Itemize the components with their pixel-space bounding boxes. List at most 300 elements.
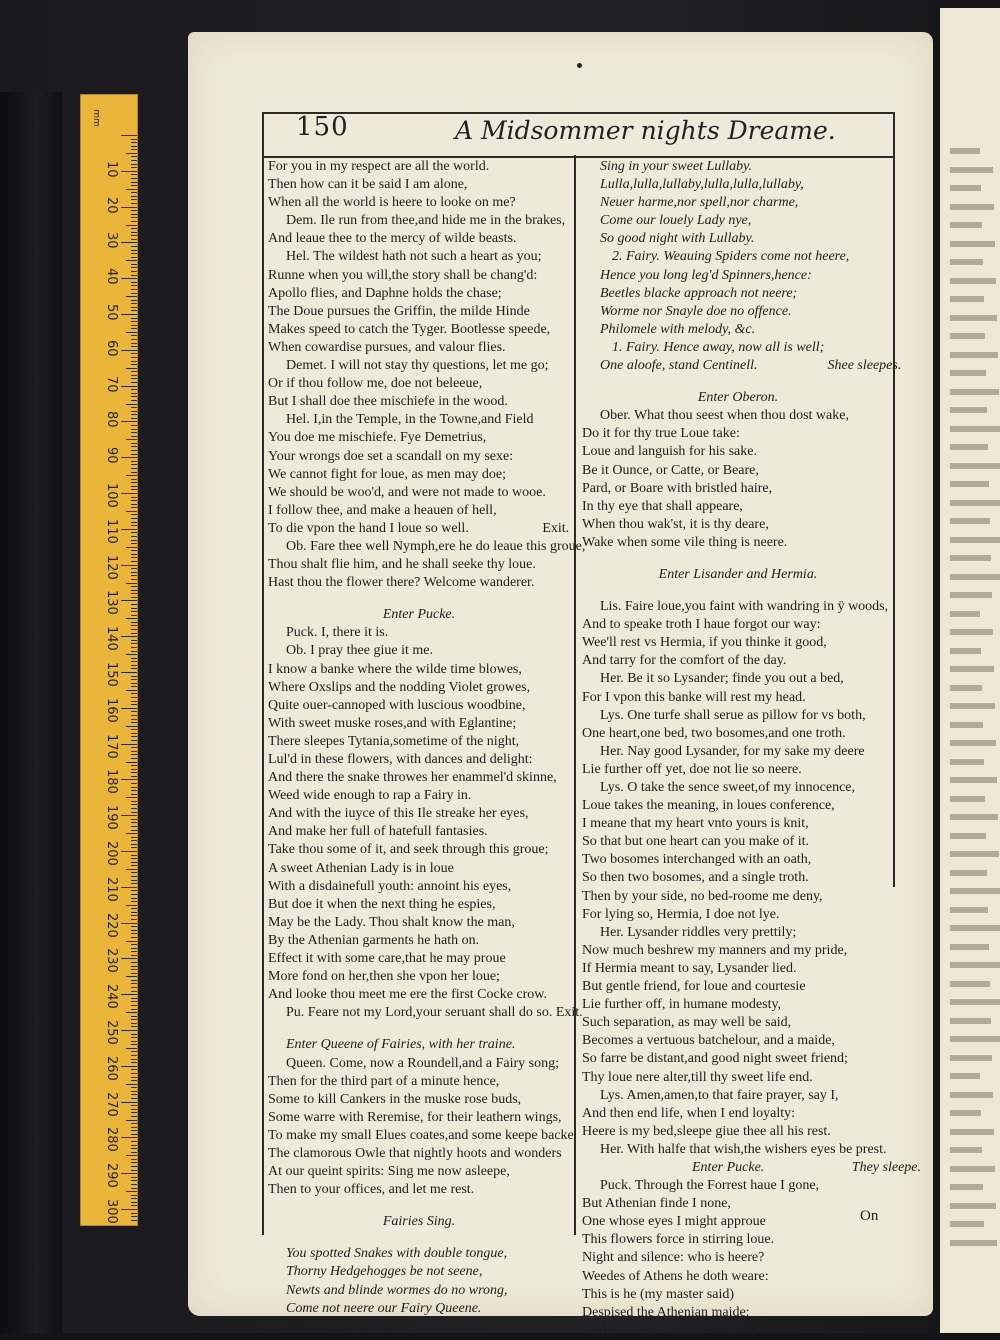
ruler-tick [131,830,137,831]
ruler-tick [121,958,137,959]
verse-line: To die vpon the hand I loue so well. Exit. [268,520,570,536]
page-number: 150 [296,112,349,142]
ruler-tick [131,389,137,390]
ruler-tick [131,1005,137,1006]
ruler-tick [131,239,137,240]
verse-line: With sweet muske roses,and with Eglantine; [268,715,517,731]
ruler-tick [121,207,137,208]
ruler-tick [131,919,137,920]
ruler-tick [131,955,137,956]
ruler-tick [121,529,137,530]
ruler-tick [131,665,137,666]
ruler-tick [131,167,137,168]
ruler-number: 270 [104,1091,119,1117]
adjacent-page-text-line [950,148,980,154]
ruler-tick [131,253,137,254]
adjacent-page-text-line [950,574,1000,580]
ruler-tick [131,300,137,301]
ruler-tick [131,1145,137,1146]
verse-line: Puck. Through the Forrest haue I gone, [600,1178,820,1194]
ruler-tick [131,142,137,143]
ruler-tick [126,1048,137,1049]
ruler-tick [131,378,137,379]
adjacent-page-text-line [950,1018,991,1024]
ruler-tick [131,987,137,988]
ruler-tick [131,514,137,515]
ruler-tick [121,135,137,136]
ruler-tick [126,1120,137,1121]
ruler-tick [131,597,137,598]
ruler-tick [131,1220,137,1221]
ruler-tick [131,643,137,644]
ruler-tick [126,726,137,727]
ruler-tick [131,679,137,680]
adjacent-page-text-line [950,1092,993,1098]
ruler-number: 120 [104,554,119,580]
verse-line: Her. With halfe that wish,the wishers eyes be prest. [600,1141,887,1157]
ruler-tick [131,758,137,759]
ruler-number: 220 [104,912,119,938]
verse-line: Do it for thy true Loue take: [582,426,740,442]
ruler-tick [131,486,137,487]
ruler-tick [131,522,137,523]
ruler-tick [131,837,137,838]
ruler-tick [131,647,137,648]
ruler-tick [121,421,137,422]
ruler-tick [131,847,137,848]
verse-line: Ob. Fare thee well Nymph,ere he do leaue this groue, [286,538,586,554]
ruler-number: 260 [104,1055,119,1081]
ruler-tick [131,221,137,222]
ruler-tick [131,729,137,730]
verse-line: And leaue thee to the mercy of wilde beasts. [268,231,517,247]
ruler-tick [131,328,137,329]
verse-line: Where Oxslips and the nodding Violet growes, [268,679,531,695]
ruler-tick [131,1098,137,1099]
verse-line: At our queint spirits: Sing me now asleepe, [268,1164,510,1180]
ruler-tick [131,1195,137,1196]
ruler-tick [131,235,137,236]
ruler-tick [131,550,137,551]
page-title: A Midsommer nights Dreame. [455,116,836,145]
ruler-tick [121,1173,137,1174]
ruler-tick [121,1102,137,1103]
ruler-tick [131,1055,137,1056]
adjacent-page-text-line [950,685,982,691]
ruler-number: 110 [104,518,119,544]
verse-line [582,584,894,598]
ruler-tick [131,661,137,662]
ruler-tick [131,901,137,902]
ruler-number: 140 [104,626,119,652]
verse-line: Come our louely Lady nye, [600,213,752,229]
verse-line: Demet. I will not stay thy questions, let me go; [286,358,549,374]
verse-line: And there the snake throwes her enammel'd skinne, [268,770,557,786]
ruler-tick [126,583,137,584]
ruler-tick [131,1077,137,1078]
verse-line [268,1199,570,1213]
ruler-tick [126,189,137,190]
adjacent-page-text-line [950,592,992,598]
ruler-tick [131,969,137,970]
ruler-tick [131,289,137,290]
ruler-tick [131,450,137,451]
verse-line: Lie further off, in humane modesty, [582,997,782,1013]
verse-line: This flowers force in stirring loue. [582,1232,775,1248]
ruler-tick [131,257,137,258]
verse-line: If Hermia meant to say, Lysander lied. [582,960,797,976]
adjacent-page-text-line [950,611,980,617]
ruler-tick [131,1073,137,1074]
ruler-tick [131,1109,137,1110]
adjacent-page-text-line [950,666,994,672]
adjacent-page-text-line [950,1129,994,1135]
verse-line [268,1231,570,1245]
ruler-tick [131,382,137,383]
verse-line: We cannot fight for loue, as men may doe; [268,466,506,482]
ruler-tick [131,303,137,304]
verse-line: 1. Fairy. Hence away, now all is well; [612,339,825,355]
ruler-tick [131,1062,137,1063]
ruler-tick [131,400,137,401]
verse-line: Be it Ounce, or Catte, or Beare, [582,462,759,478]
verse-line: And heere the maiden sleeping sound, [582,1322,796,1338]
ruler-tick [126,153,137,154]
ruler-tick [131,722,137,723]
adjacent-page-text-line [950,962,1000,968]
ruler-tick [126,260,137,261]
adjacent-page-text-line [950,740,996,746]
ruler-tick [121,457,137,458]
ruler-tick [131,751,137,752]
verse-line: 2. Fairy. Weauing Spiders come not heere, [612,249,850,265]
ruler-number: 70 [104,375,119,393]
verse-line: And then end life, when I end loyalty: [582,1105,796,1121]
adjacent-page-text-line [950,500,1000,506]
column-rule-middle [574,155,576,1235]
ruler-tick [121,242,137,243]
ruler-number: 90 [104,447,119,464]
book-spine [0,92,62,1333]
ruler-tick [131,898,137,899]
ruler-tick [131,944,137,945]
adjacent-page-text-line [950,833,986,839]
verse-line: Then for the third part of a minute hence, [268,1073,500,1089]
adjacent-page-text-line [950,1110,981,1116]
ruler-tick [121,815,137,816]
verse-line: Pu. Feare not my Lord,your seruant shall do so. Exit. [286,1005,583,1021]
measuring-ruler [80,94,138,1226]
adjacent-page-text-line [950,518,990,524]
ruler-tick [131,876,137,877]
verse-line: Makes speed to catch the Tyger. Bootlesse speede, [268,321,551,337]
adjacent-page-text-line [950,1184,983,1190]
ruler-tick [131,822,137,823]
ruler-tick [121,1066,137,1067]
ruler-tick [131,951,137,952]
verse-line: With a disdainefull youth: annoint his eyes, [268,878,512,894]
adjacent-page-text-line [950,296,984,302]
ruler-tick [131,858,137,859]
adjacent-page-text-line [950,444,988,450]
ruler-tick [131,518,137,519]
ruler-tick [131,346,137,347]
adjacent-page-text-line [950,648,981,654]
adjacent-page-text-line [950,1166,995,1172]
adjacent-page-text-line [950,814,998,820]
ruler-tick [131,482,137,483]
ruler-tick [126,654,137,655]
ruler-number: 250 [104,1020,119,1045]
ruler-tick [131,250,137,251]
ruler-number: 20 [104,196,119,214]
verse-line: Despised the Athenian maide: [582,1304,750,1320]
ruler-tick [126,905,137,906]
ruler-tick [131,794,137,795]
ruler-tick [131,668,137,669]
ruler-tick [131,1141,137,1142]
verse-line: Lys. O take the sence sweet,of my innocence, [600,780,856,795]
adjacent-page-text-line [950,555,991,561]
ruler-tick [131,1127,137,1128]
verse-line: Hel. The wildest hath not such a heart as you; [286,249,542,265]
ruler-number: 210 [104,876,119,902]
ruler-tick [131,1216,137,1217]
ruler-tick [131,156,137,157]
ruler-tick [131,1184,137,1185]
verse-line: So then two bosomes, and a single troth. [582,870,809,886]
ruler-tick [131,1059,137,1060]
ruler-tick [131,185,137,186]
verse-line: Hel. I,in the Temple, in the Towne,and Field [286,412,534,428]
ruler-tick [131,196,137,197]
verse-line: Or if thou follow me, doe not beleeue, [268,376,483,392]
ruler-tick [121,350,137,351]
ruler-tick [131,429,137,430]
ruler-number: 10 [104,160,119,178]
ruler-tick [131,293,137,294]
adjacent-page-text-line [950,999,1000,1005]
adjacent-page [940,8,1000,1333]
adjacent-page-text-line [950,463,1000,469]
adjacent-page-text-line [950,777,997,783]
ruler-tick [121,493,137,494]
ruler-tick [131,719,137,720]
verse-line: Two bosomes interchanged with an oath, [582,852,812,868]
ruler-tick [131,307,137,308]
adjacent-page-text-line [950,907,988,913]
verse-line: May be the Lady. Thou shalt know the man, [268,914,515,930]
ruler-tick [131,1091,137,1092]
verse-line: Becomes a vertuous batchelour, and a maide, [582,1033,835,1049]
ruler-tick [131,1159,137,1160]
ruler-tick [131,468,137,469]
ruler-tick [131,980,137,981]
ruler-tick [131,561,137,562]
ruler-tick [131,1213,137,1214]
verse-line: Then to your offices, and let me rest. [268,1182,475,1198]
ruler-number: 150 [104,662,119,687]
ruler-tick [131,1112,137,1113]
ruler-tick [131,325,137,326]
verse-line: Philomele with melodie, [286,1318,422,1334]
ruler-tick [131,733,137,734]
verse-line: More fond on her,then she vpon her loue; [268,969,500,985]
column-rule-left [262,155,264,1235]
ruler-tick [131,808,137,809]
ruler-tick [131,1080,137,1081]
ruler-tick [131,840,137,841]
verse-line: Worme nor Snayle doe no offence. [600,303,792,319]
ruler-tick [131,479,137,480]
ruler-tick [131,1166,137,1167]
ruler-tick [131,275,137,276]
ruler-tick [131,214,137,215]
ruler-tick [131,890,137,891]
verse-line: When all the world is heere to looke on me? [268,195,516,211]
ruler-tick [121,171,137,172]
verse-line: But Athenian finde I none, [582,1196,731,1212]
ruler-tick [131,894,137,895]
ruler-tick [126,439,137,440]
verse-line: When thou wak'st, it is thy deare, [582,516,769,532]
verse-line: Come not neere our Fairy Queene. [286,1300,482,1316]
verse-line: Lulla,lulla,lullaby,lulla,lulla,lullaby, [600,177,804,193]
verse-line: Lis. Faire loue,you faint with wandring in ÿ woods, [600,599,889,615]
ruler-tick [131,676,137,677]
ruler-tick [131,604,137,605]
ruler-tick [131,801,137,802]
ruler-tick [121,600,137,601]
adjacent-page-text-line [950,185,981,191]
ruler-tick [131,335,137,336]
ruler-tick [131,1009,137,1010]
ruler-tick [131,267,137,268]
catchword: On [860,1208,879,1224]
ruler-tick [131,461,137,462]
ruler-tick [131,146,137,147]
ruler-tick [126,332,137,333]
adjacent-page-text-line [950,944,989,950]
ruler-tick [131,1205,137,1206]
ruler-number: 100 [104,483,119,508]
ruler-number: 130 [104,590,119,616]
verse-line: I follow thee, and make a heauen of hell, [268,502,497,518]
ruler-tick [131,683,137,684]
ruler-tick [131,926,137,927]
ruler-tick [131,754,137,755]
ruler-tick [131,525,137,526]
ruler-tick [126,475,137,476]
adjacent-page-text-line [950,981,990,987]
ruler-tick [131,1016,137,1017]
verse-line: Now much beshrew my manners and my pride, [582,942,848,958]
ruler-tick [131,966,137,967]
ruler-tick [131,139,137,140]
ruler-tick [131,622,137,623]
ruler-tick [131,1001,137,1002]
ruler-tick [131,507,137,508]
ruler-tick [131,1034,137,1035]
ruler-tick [126,1155,137,1156]
ruler-tick [131,446,137,447]
ruler-tick [131,1148,137,1149]
ruler-tick [131,790,137,791]
ruler-tick [131,1044,137,1045]
adjacent-page-text-line [950,1221,984,1227]
ruler-tick [131,543,137,544]
ruler-tick [126,941,137,942]
ruler-tick [131,586,137,587]
ruler-tick [131,364,137,365]
ruler-tick [126,762,137,763]
ruler-tick [131,579,137,580]
stage-direction: Enter Pucke. [382,607,456,623]
verse-line: Loue and languish for his sake. [582,444,757,460]
verse-line: Thou shalt flie him, and he shall seeke thy loue. [268,557,536,573]
ruler-tick [131,264,137,265]
verse-line [268,1022,570,1036]
ruler-tick [121,278,137,279]
verse-line: For lying so, Hermia, I doe not lye. [582,906,780,922]
verse-line: Runne when you will,the story shall be chang'd: [268,267,538,283]
ruler-tick [131,1019,137,1020]
ruler-tick [131,880,137,881]
ruler-tick [131,933,137,934]
verse-line: For you in my respect are all the world. [268,159,490,174]
verse-line: Such separation, as may well be said, [582,1015,792,1031]
verse-line: Some to kill Cankers in the muske rose buds, [268,1091,522,1107]
verse-line: To make my small Elues coates,and some keepe backe [268,1127,574,1143]
ruler-tick [131,575,137,576]
ruler-tick [126,618,137,619]
ruler-tick [131,862,137,863]
ruler-tick [121,1209,137,1210]
verse-line: You spotted Snakes with double tongue, [286,1246,508,1262]
ruler-tick [131,310,137,311]
ruler-tick [131,948,137,949]
ruler-tick [121,851,137,852]
ruler-tick [131,174,137,175]
ruler-tick [126,1084,137,1085]
verse-line: The Doue pursues the Griffin, the milde Hinde [268,303,530,319]
verse-line: Philomele with melody, &c. [600,321,756,337]
ruler-tick [121,672,137,673]
ruler-tick [126,404,137,405]
ruler-tick [131,658,137,659]
adjacent-page-text-line [950,870,987,876]
ruler-tick [126,797,137,798]
ruler-tick [131,407,137,408]
adjacent-page-text-line [950,333,985,339]
adjacent-page-text-line [950,1240,997,1246]
ruler-tick [121,708,137,709]
ruler-tick [131,454,137,455]
ruler-tick [131,282,137,283]
ruler-number: 180 [104,769,119,795]
verse-line: Effect it with some care,that he may proue [268,951,506,967]
adjacent-page-text-line [950,259,983,265]
ruler-tick [131,747,137,748]
ruler-tick [131,765,137,766]
ruler-tick [126,976,137,977]
ruler-tick [131,629,137,630]
verse-line: Her. Be it so Lysander; finde you out a bed, [600,671,844,687]
verse-line: Weedes of Athens he doth weare: [582,1268,769,1284]
verse-line: Newts and blinde wormes do no wrong, [286,1282,508,1298]
verse-line: And make her full of hatefull fantasies. [268,824,488,840]
ruler-number: 80 [104,411,119,428]
